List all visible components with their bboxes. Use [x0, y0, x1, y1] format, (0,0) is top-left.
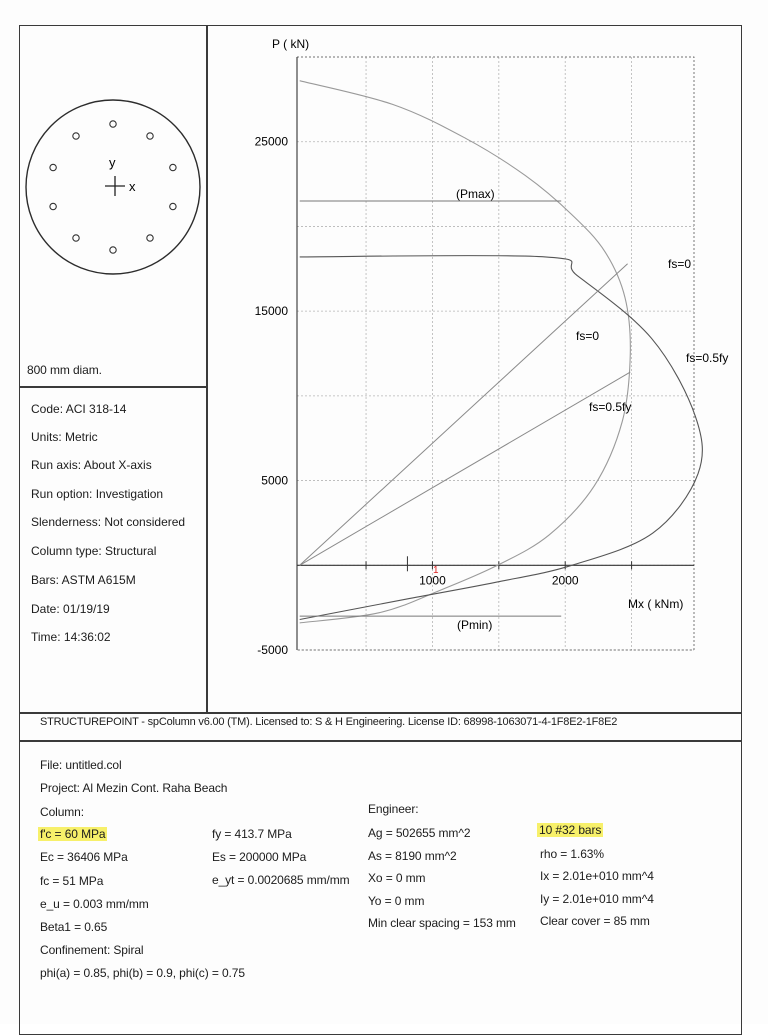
y-tick-label: 15000	[254, 304, 288, 319]
bar-circle	[73, 235, 79, 241]
x-tick-label: 1000	[419, 573, 446, 588]
column-label: Column:	[40, 805, 84, 819]
fc-highlight: f'c = 60 MPa	[40, 827, 106, 841]
plot-frame	[297, 57, 694, 650]
phi-values: phi(a) = 0.85, phi(b) = 0.9, phi(c) = 0.75	[40, 966, 245, 980]
spec-date: Date: 01/19/19	[31, 602, 110, 616]
section-outline	[26, 100, 200, 274]
beta1-value: Beta1 = 0.65	[40, 920, 108, 934]
ix-value: Ix = 2.01e+010 mm^4	[540, 869, 654, 883]
bar-circle	[147, 235, 153, 241]
series-fs-0.5fy-line	[300, 372, 631, 565]
series-fs-0-line	[300, 264, 628, 566]
xo-value: Xo = 0 mm	[368, 871, 426, 885]
bars-highlight: 10 #32 bars	[539, 823, 602, 837]
eu-value: e_u = 0.003 mm/mm	[40, 897, 149, 911]
spec-units: Units: Metric	[31, 430, 98, 444]
series-nominal-interaction-curve	[300, 81, 631, 623]
clear-cover-value: Clear cover = 85 mm	[540, 914, 650, 928]
yo-value: Yo = 0 mm	[368, 894, 425, 908]
file-name: File: untitled.col	[40, 758, 122, 772]
bar-circle	[110, 121, 116, 127]
iy-value: Iy = 2.01e+010 mm^4	[540, 892, 654, 906]
diameter-label: 800 mm diam.	[27, 363, 102, 377]
fs0-inner-annotation: fs=0	[576, 329, 600, 343]
y-tick-label: 5000	[261, 473, 288, 488]
interaction-diagram	[207, 26, 741, 712]
spec-bars: Bars: ASTM A615M	[31, 573, 136, 587]
ec-value: Ec = 36406 MPa	[40, 850, 128, 864]
chart-grid	[297, 57, 694, 650]
load-point-label: 1	[433, 565, 439, 576]
engineer-label: Engineer:	[368, 802, 419, 816]
bars-value	[537, 823, 603, 837]
bar-circle	[170, 203, 176, 209]
spec-run-option: Run option: Investigation	[31, 487, 164, 501]
column-cross-section	[20, 90, 206, 290]
reinforcing-bars	[50, 121, 176, 253]
bar-circle	[50, 164, 56, 170]
bar-circle	[73, 133, 79, 139]
es-value: Es = 200000 MPa	[212, 850, 307, 864]
pmax-annotation: (Pmax)	[456, 187, 495, 201]
eyt-value: e_yt = 0.0020685 mm/mm	[212, 873, 350, 887]
chart-axes	[297, 57, 694, 650]
as-value: As = 8190 mm^2	[368, 849, 457, 863]
project-name: Project: Al Mezin Cont. Raha Beach	[40, 781, 228, 795]
spec-column-type: Column type: Structural	[31, 544, 157, 558]
fs05fy-outer-annotation: fs=0.5fy	[686, 351, 729, 365]
bar-circle	[50, 203, 56, 209]
chart-series	[300, 81, 703, 623]
x-axis-title: Mx ( kNm)	[628, 597, 684, 611]
bar-circle	[110, 247, 116, 253]
x-tick-label: 2000	[551, 573, 579, 588]
banner-bottom-divider	[19, 740, 742, 742]
y-tick-label: 25000	[254, 134, 288, 149]
spec-run-axis: Run axis: About X-axis	[31, 458, 152, 472]
section-specs-divider	[19, 386, 207, 388]
axis-x-label: x	[129, 179, 136, 194]
y-axis-title: P ( kN)	[272, 37, 310, 51]
confinement-value: Confinement: Spiral	[40, 943, 144, 957]
fs0-outer-annotation: fs=0	[668, 257, 692, 271]
bar-circle	[147, 133, 153, 139]
fc-value	[38, 827, 107, 841]
y-tick-label: -5000	[257, 643, 288, 657]
pmin-annotation: (Pmin)	[457, 618, 493, 632]
ag-value: Ag = 502655 mm^2	[368, 826, 471, 840]
min-spacing-value: Min clear spacing = 153 mm	[368, 916, 516, 930]
spec-slenderness: Slenderness: Not considered	[31, 515, 186, 529]
fy-value: fy = 413.7 MPa	[212, 827, 292, 841]
license-banner: STRUCTUREPOINT - spColumn v6.00 (TM). Licensed to: S & H Engineering. License ID: 68998-1063071-4-1F8E2-1F8E2	[40, 716, 618, 728]
spec-code: Code: ACI 318-14	[31, 402, 127, 416]
spec-time: Time: 14:36:02	[31, 630, 111, 644]
axis-y-label: y	[109, 155, 116, 170]
rho-value: rho = 1.63%	[540, 847, 604, 861]
bar-circle	[170, 164, 176, 170]
fs05fy-inner-annotation: fs=0.5fy	[589, 400, 632, 414]
banner-top-divider	[19, 712, 742, 714]
fc-reduced-value: fc = 51 MPa	[40, 874, 104, 888]
